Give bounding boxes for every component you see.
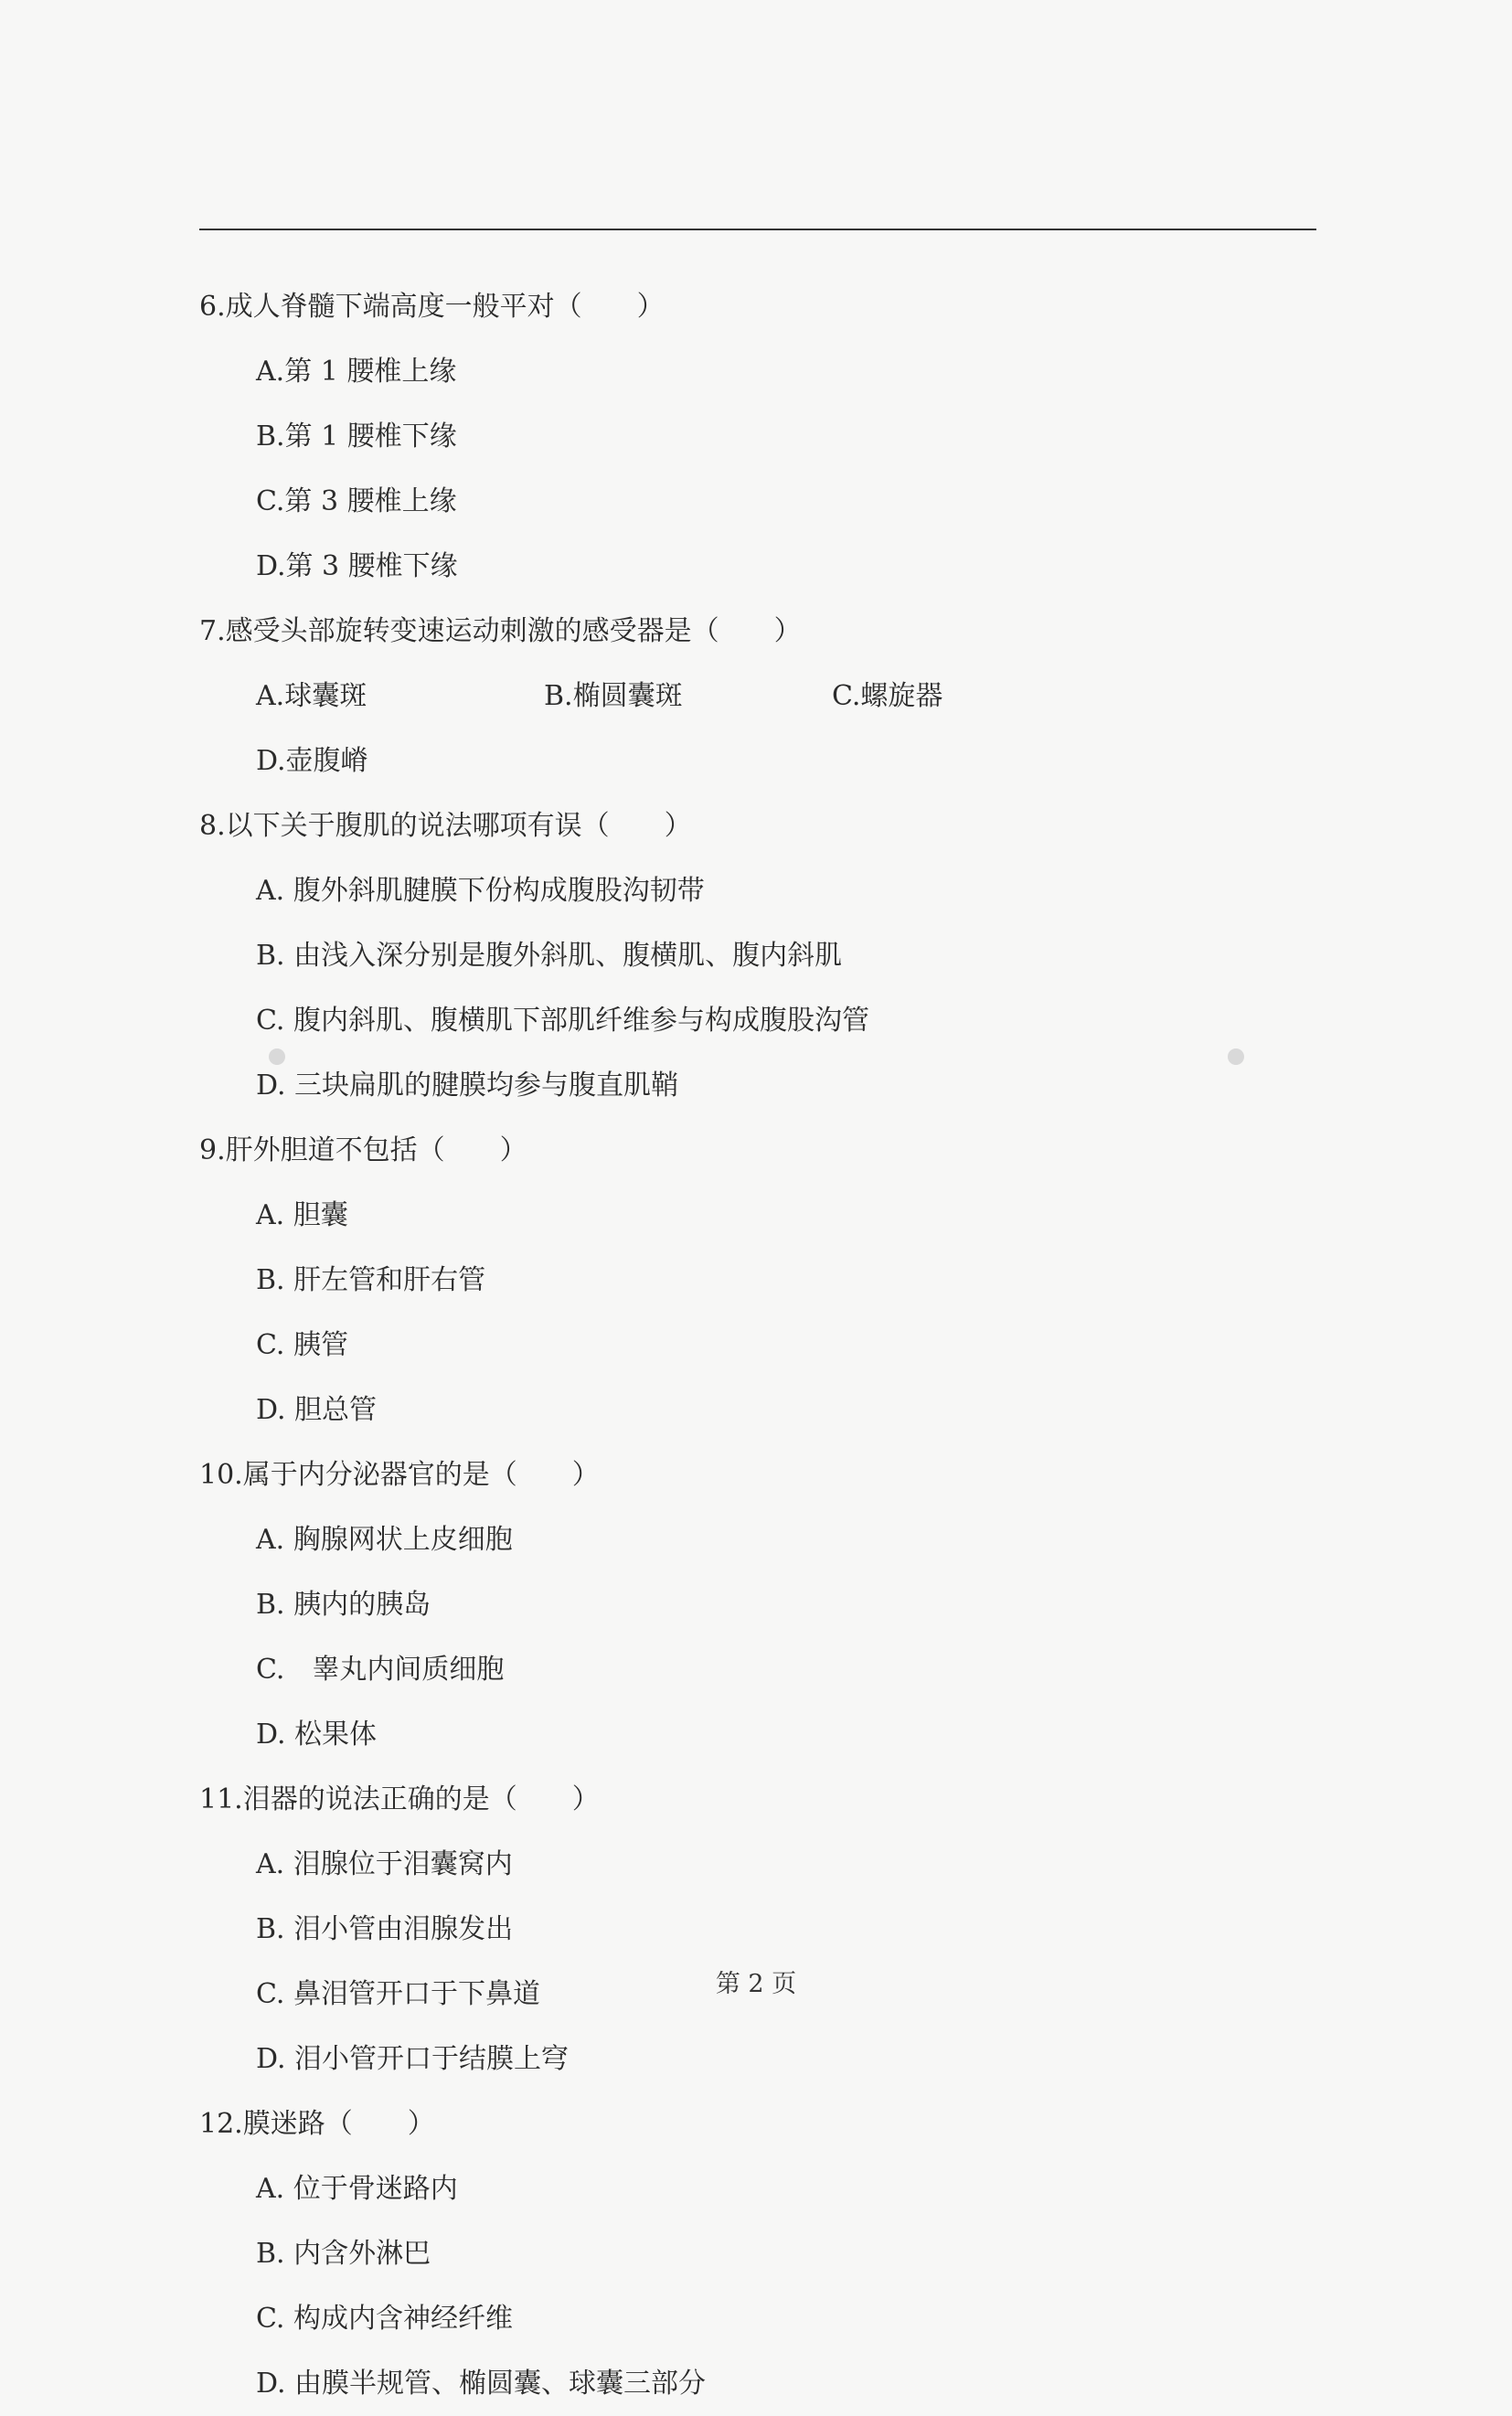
option-a: A.球囊斑 [256,680,367,712]
question-6 [199,274,1316,599]
scan-smudge-left [269,1048,285,1065]
option-a: A.第 1 腰椎上缘 [256,356,457,388]
option-b: B. 泪小管由泪腺发出 [256,1913,514,1945]
question-stem: 7.感受头部旋转变速运动刺激的感受器是（ ） [199,615,802,647]
header-rule [199,229,1316,230]
option-d: D. 胆总管 [256,1394,378,1426]
option-a: A. 位于骨迷路内 [256,2173,458,2205]
question-stem: 9.肝外胆道不包括（ ） [199,1134,527,1166]
question-list [199,274,1316,2416]
option-b: B. 由浅入深分别是腹外斜肌、腹横肌、腹内斜肌 [256,940,843,972]
question-7 [199,599,1316,793]
page-number: 第 2 页 [715,1970,797,1998]
option-list [199,2156,1316,2416]
question-stem: 6.成人脊髓下端高度一般平对（ ） [199,291,665,323]
option-list [199,1507,1316,1767]
option-b: B.椭圆囊斑 [544,680,683,712]
option-c: C.第 3 腰椎上缘 [256,485,457,517]
question-9 [199,1118,1316,1442]
option-b: B. 胰内的胰岛 [256,1589,431,1621]
question-10 [199,1442,1316,1767]
option-d: D. 泪小管开口于结膜上穹 [256,2043,570,2075]
question-8 [199,793,1316,1118]
question-11 [199,1767,1316,2091]
option-d: D. 三块扁肌的腱膜均参与腹直肌鞘 [256,1070,679,1102]
option-b: B.第 1 腰椎下缘 [256,420,457,452]
question-stem: 10.属于内分泌器官的是（ ） [199,1459,600,1491]
option-c: C. 胰管 [256,1329,348,1361]
option-c: C. 鼻泪管开口于下鼻道 [256,1978,540,2010]
question-stem: 8.以下关于腹肌的说法哪项有误（ ） [199,810,692,842]
option-list [199,1832,1316,2091]
question-stem: 11.泪器的说法正确的是（ ） [199,1783,600,1815]
question-12 [199,2091,1316,2416]
option-a: A. 胸腺网状上皮细胞 [256,1524,513,1556]
option-c: C. 腹内斜肌、腹横肌下部肌纤维参与构成腹股沟管 [256,1005,869,1037]
option-d: D. 松果体 [256,1719,378,1751]
option-list [199,664,1316,793]
option-a: A. 泪腺位于泪囊窝内 [256,1848,513,1880]
option-c: C. 构成内含神经纤维 [256,2303,513,2335]
option-d: D. 由膜半规管、椭圆囊、球囊三部分 [256,2368,707,2400]
option-list [199,339,1316,599]
option-list [199,1183,1316,1442]
question-stem: 12.膜迷路（ ） [199,2108,435,2140]
option-a: A. 腹外斜肌腱膜下份构成腹股沟韧带 [256,875,705,907]
option-c: C. 睾丸内间质细胞 [256,1654,505,1686]
option-list [199,858,1316,1118]
option-b: B. 肝左管和肝右管 [256,1264,486,1296]
option-d: D.第 3 腰椎下缘 [256,550,458,582]
option-d: D.壶腹嵴 [256,745,368,777]
option-c: C.螺旋器 [832,680,943,712]
option-b: B. 内含外淋巴 [256,2238,431,2270]
option-a: A. 胆囊 [256,1199,348,1231]
scan-smudge-right [1228,1048,1244,1065]
